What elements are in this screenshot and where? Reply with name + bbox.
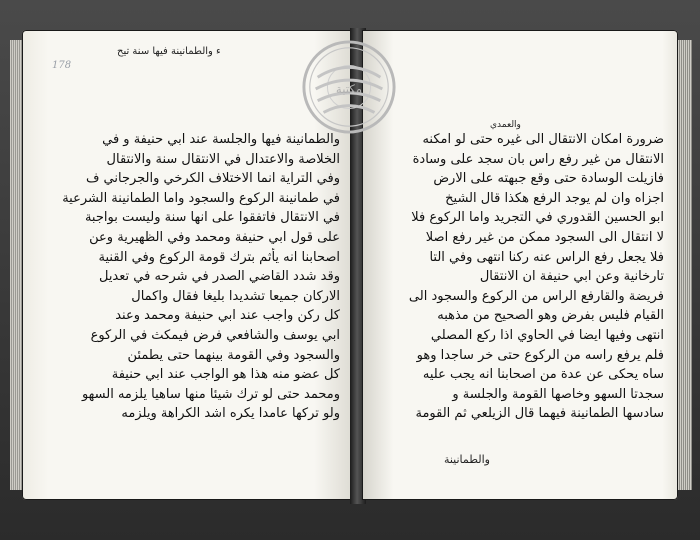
text-line: وفي التراية انما الاختلاف الكرخي والجرجاني ف <box>85 171 340 187</box>
library-stamp-seal <box>300 38 398 136</box>
text-line: تارخانية وعن ابي حنيفة ان الانتقال <box>479 269 664 285</box>
right-page <box>362 30 678 500</box>
text-line: ومحمد حتى لو ترك شيئا منها ساهيا يلزمه السهو <box>81 386 340 402</box>
text-line: الانتقال من غير رفع راس بان سجد على وسادة <box>412 151 664 167</box>
text-line: ضرورة امكان الانتقال الى غيره حتى لو امكنه <box>422 132 664 147</box>
right-page-text <box>374 130 664 424</box>
text-line: سادسها الطمانينة فيهما قال الزيلعي ثم القومة <box>415 406 664 422</box>
text-line: والطمانينة فيها والجلسة عند ابي حنيفة و في <box>102 132 340 147</box>
text-line: كل ركن واجب عند ابي حنيفة ومحمد وعند <box>115 308 340 324</box>
stamp-lettering: مكتبة <box>335 81 363 96</box>
left-page-text <box>38 130 340 424</box>
text-line: وقد شدد القاضي الصدر في شرحه في تعديل <box>98 269 340 285</box>
text-line: اصحابنا انه يأثم بترك قومة الركوع وفي القنية <box>98 249 340 265</box>
catchword: والطمانينة <box>443 453 490 466</box>
text-line: الاركان جميعا تشديدا بليغا فقال واكمال <box>131 288 340 304</box>
text-line: ابي يوسف والشافعي فرض فيمكث في الركوع <box>90 327 340 343</box>
text-line: والسجود وفي القومة بينهما حتى يطمئن <box>127 347 340 363</box>
text-line: ولو تركها عامدا يكره اشد الكراهة ويلزمه <box>121 406 340 422</box>
text-line: فريضة والقارفع الراس من الركوع والسجود الى <box>408 288 664 304</box>
running-header: ء والطمانينة فيها سنة تيح <box>117 46 221 57</box>
right-page-edges <box>676 40 692 490</box>
text-line: القيام فليس بفرض وهو الصحيح من مذهبه <box>437 308 664 324</box>
text-line: ابو الحسين القدوري في التجريد واما الركوع فلا <box>411 210 664 226</box>
text-line: انتهى وفيها ايضا في الحاوي اذا ركع المصلي <box>430 327 664 343</box>
text-line: فازيلت الوسادة حتى وقع جبهته على الارض <box>433 171 664 187</box>
text-line: لا انتقال الى السجود ممكن من غير رفع اصلا <box>425 229 664 245</box>
margin-note: والعمدي <box>490 120 521 130</box>
text-line: كل عضو منه هذا هو الواجب عند ابي حنيفة <box>111 367 340 383</box>
text-line: اجزاه وان لم يوجد الرفع هكذا قال الشيخ <box>445 190 664 206</box>
text-line: على قول ابي حنيفة ومحمد وفي الظهيرية وعن <box>89 229 340 245</box>
folio-number: 178 <box>52 60 72 71</box>
text-line: في طمانينة الركوع والسجود واما الطمانينة الشرعية <box>62 190 340 206</box>
text-line: فلا يجعل رفع الراس عنه ركنا انتهى وفي التا <box>429 249 664 265</box>
text-line: في الانتقال فاتفقوا على انها سنة وليست بواجبة <box>84 210 340 226</box>
text-line: سجدتا السهو وخاصها القومة والجلسة و <box>452 386 664 402</box>
text-line: فلم يرفع راسه من الركوع حتى خر ساجدا وهو <box>416 347 664 363</box>
text-line: ساه يحكى عن عدة من اصحابنا انه يجب عليه <box>422 367 664 383</box>
text-line: الخلاصة والاعتدال في الانتقال سنة والانتقال <box>106 151 340 167</box>
